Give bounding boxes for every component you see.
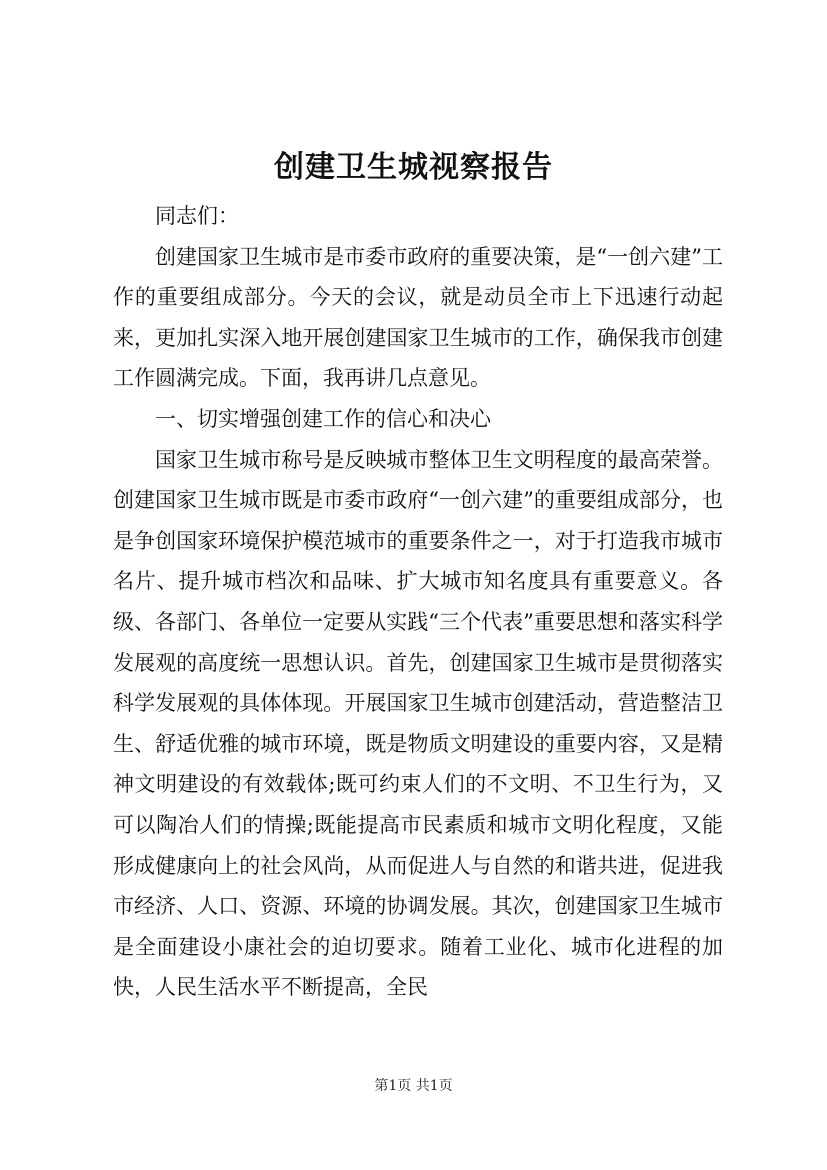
intro-paragraph: 创建国家卫生城市是市委市政府的重要决策，是“一创六建”工作的重要组成部分。今天的会议，就是动员全市上下迅速行动起来，更加扎实深入地开展创建国家卫生城市的工作，确保我市创建工作圆满完成。下面，我再讲几点意见。 (113, 244, 723, 391)
document-body (113, 196, 723, 1008)
document-title: 创建卫生城视察报告 (274, 150, 553, 185)
page-footer: 第1页 共1页 (374, 1078, 453, 1094)
greeting-paragraph: 同志们： (155, 204, 239, 228)
body-paragraph: 国家卫生城市称号是反映城市整体卫生文明程度的最高荣誉。创建国家卫生城市既是市委市政府“一创六建”的重要组成部分，也是争创国家环境保护模范城市的重要条件之一，对于打造我市城市名片、提升城市档次和品味、扩大城市知名度具有重要意义。各级、各部门、各单位一定要从实践“三个代表”重要思想和落实科学发展观的高度统一思想认识。首先，创建国家卫生城市是贯彻落实科学发展观的具体体现。开展国家卫生城市创建活动，营造整洁卫生、舒适优雅的城市环境，既是物质文明建设的重要内容，又是精神文明建设的有效载体;既可约束人们的不文明、不卫生行为，又可以陶冶人们的情操;既能提高市民素质和城市文明化程度，又能形成健康向上的社会风尚，从而促进人与自然的和谐共进，促进我市经济、人口、资源、环境的协调发展。其次，创建国家卫生城市是全面建设小康社会的迫切要求。随着工业化、城市化进程的加快，人民生活水平不断提高，全民 (113, 447, 723, 1000)
section-heading: 一、切实增强创建工作的信心和决心 (155, 406, 491, 431)
